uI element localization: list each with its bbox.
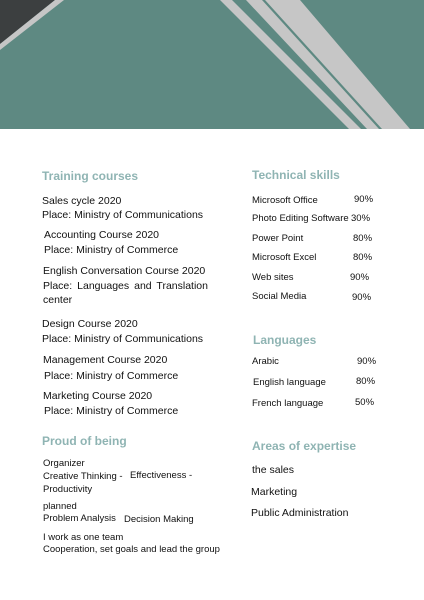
proud-item: Productivity [43, 484, 93, 495]
course-title: Management Course 2020 [43, 354, 168, 366]
proud-item: planned [43, 501, 77, 512]
skill-value: 80% [353, 252, 373, 263]
language-value: 90% [357, 356, 377, 367]
expertise-item: the sales [252, 464, 295, 476]
course-place: Place: Ministry of Commerce [44, 405, 179, 417]
proud-item: Decision Making [124, 514, 194, 525]
language-value: 80% [356, 376, 376, 387]
expertise-item: Marketing [251, 486, 298, 498]
language-name: English language [253, 377, 326, 388]
course-title: Sales cycle 2020 [42, 195, 122, 207]
skill-name: Photo Editing Software [252, 213, 349, 224]
header-banner [0, 0, 424, 129]
skill-name: Microsoft Office [252, 195, 318, 206]
languages-heading: Languages [253, 333, 317, 347]
expertise-heading: Areas of expertise [252, 439, 357, 453]
proud-heading: Proud of being [42, 434, 127, 448]
skill-value: 30% [351, 213, 371, 224]
skill-value: 90% [350, 272, 370, 283]
course-title: Marketing Course 2020 [43, 390, 153, 402]
training-courses-heading: Training courses [42, 169, 139, 183]
course-place: Place: Ministry of Commerce [44, 244, 179, 256]
skill-name: Microsoft Excel [252, 252, 317, 263]
skill-name: Social Media [252, 291, 307, 302]
proud-item: I work as one team [43, 532, 124, 543]
course-title: English Conversation Course 2020 [43, 265, 206, 277]
technical-skills-heading: Technical skills [252, 168, 340, 182]
skill-value: 90% [354, 194, 374, 205]
course-title: Design Course 2020 [42, 318, 138, 330]
course-place: Place: Ministry of Communications [42, 209, 204, 221]
skill-value: 90% [352, 292, 372, 303]
course-place: Place: Languages and Translation center [43, 280, 208, 306]
language-name: French language [252, 398, 324, 409]
proud-item: Creative Thinking - [43, 471, 123, 482]
language-name: Arabic [252, 356, 279, 367]
proud-item: Organizer [43, 458, 85, 469]
language-value: 50% [355, 397, 375, 408]
skill-name: Web sites [252, 272, 294, 283]
course-place: Place: Ministry of Commerce [44, 370, 179, 382]
expertise-item: Public Administration [251, 507, 349, 519]
proud-item: Problem Analysis [43, 513, 116, 524]
skill-value: 80% [353, 233, 373, 244]
proud-item: Effectiveness - [130, 470, 193, 481]
skill-name: Power Point [252, 233, 304, 244]
course-place: Place: Ministry of Communications [42, 333, 204, 345]
course-title: Accounting Course 2020 [44, 229, 159, 241]
proud-item: Cooperation, set goals and lead the group [43, 544, 220, 555]
